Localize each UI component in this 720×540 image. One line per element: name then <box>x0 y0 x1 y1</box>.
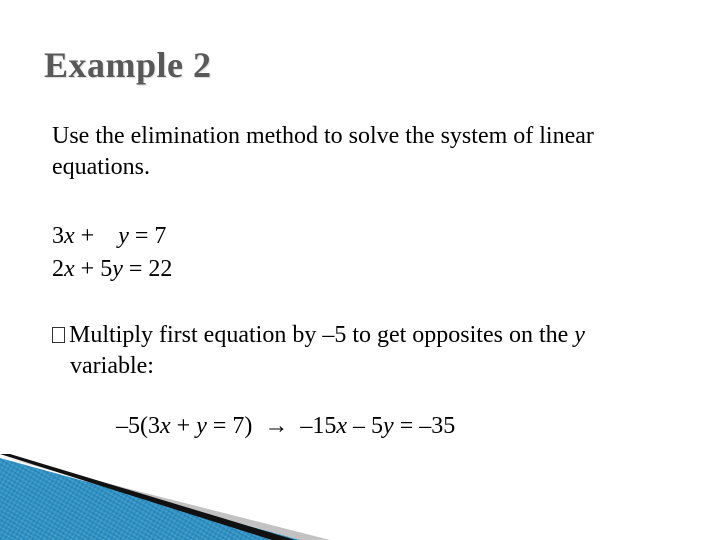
work-part-4: – 5 <box>347 413 384 439</box>
bullet-item <box>52 320 585 351</box>
eq1-rhs: = 7 <box>128 223 167 249</box>
eq2-coef: 2 <box>52 256 64 282</box>
corner-decoration <box>0 440 720 540</box>
eq2-var-y: y <box>112 256 123 282</box>
eq2-var-x: x <box>64 256 75 282</box>
eq2-op: + 5 <box>74 256 113 282</box>
eq1-op: + <box>74 223 101 249</box>
work-part-1: –5(3 <box>116 413 160 439</box>
intro-line-2: equations. <box>52 154 150 180</box>
eq2-rhs: = 22 <box>122 256 173 282</box>
eq1-var-x: x <box>64 223 75 249</box>
work-var-y2: y <box>383 413 394 439</box>
work-var-x1: x <box>160 413 171 439</box>
equation-1 <box>52 221 166 252</box>
bullet-box-icon <box>52 327 65 343</box>
eq1-coef: 3 <box>52 223 64 249</box>
work-part-5: = –35 <box>393 413 456 439</box>
work-equation <box>116 411 455 442</box>
work-var-x2: x <box>336 413 348 439</box>
bullet-text-line2: variable: <box>70 353 154 379</box>
intro-line-1: Use the elimination method to solve the system of linear <box>52 123 594 149</box>
eq1-gap <box>100 223 118 249</box>
work-part-3: = 7) → –15 <box>206 413 337 439</box>
bullet-text-line1: Multiply first equation by –5 to get opposites on the <box>69 322 575 348</box>
equation-2 <box>52 254 172 285</box>
intro-text <box>52 121 594 183</box>
slide-title: Example 2 <box>44 45 212 85</box>
work-var-y1: y <box>196 413 207 439</box>
eq1-var-y: y <box>118 223 129 249</box>
work-part-2: + <box>170 413 197 439</box>
bullet-var-y: y <box>574 322 585 348</box>
